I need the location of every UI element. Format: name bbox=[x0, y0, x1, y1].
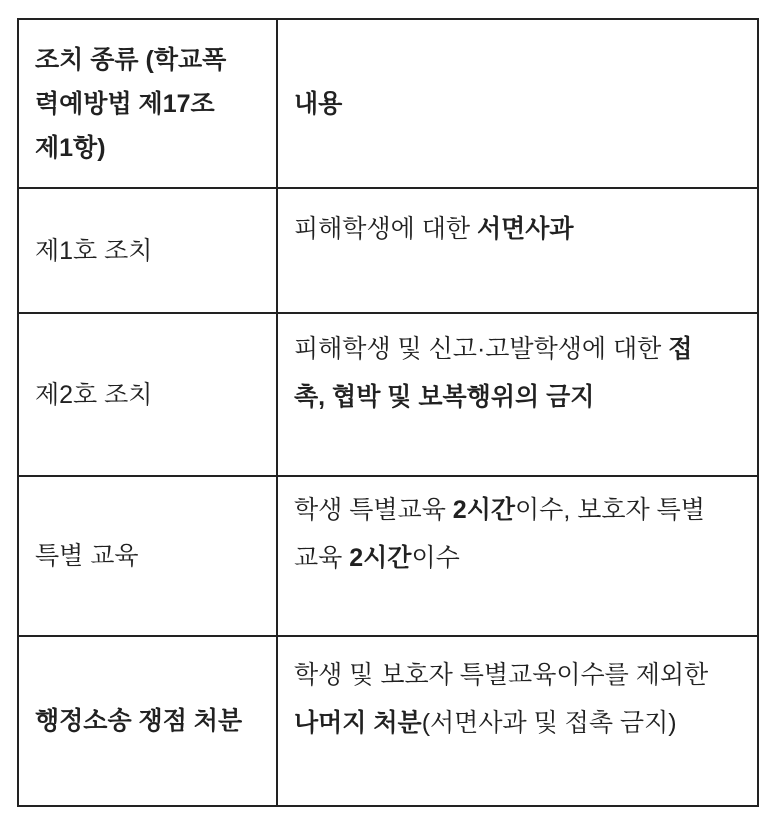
header-measure-type-label: 조치 종류 (학교폭 력예방법 제17조 제1항) bbox=[35, 45, 227, 162]
special-education-content-text: 학생 특별교육 2시간이수, 보호자 특별 교육 2시간이수 bbox=[294, 496, 705, 572]
cell-admin-litigation-content bbox=[277, 636, 758, 806]
measure-1-content-text: 피해학생에 대한 서면사과 bbox=[294, 214, 574, 243]
measures-table-wrap bbox=[17, 18, 759, 807]
cell-special-education-content bbox=[277, 476, 758, 636]
admin-litigation-content-text: 학생 및 보호자 특별교육이수를 제외한 나머지 처분(서면사과 및 접촉 금지) bbox=[294, 661, 709, 737]
measures-table bbox=[17, 18, 759, 807]
cell-measure-1-content bbox=[277, 188, 758, 313]
special-education-type-text: 특별 교육 bbox=[35, 542, 139, 570]
header-cell-content bbox=[277, 19, 758, 188]
table-row-admin-litigation bbox=[18, 636, 758, 806]
cell-measure-2-type bbox=[18, 313, 277, 476]
cell-measure-2-content bbox=[277, 313, 758, 476]
admin-litigation-type-text: 행정소송 쟁점 처분 bbox=[35, 707, 243, 735]
measure-2-type-text: 제2호 조치 bbox=[35, 380, 153, 409]
header-cell-measure-type bbox=[18, 19, 277, 188]
cell-measure-1-type bbox=[18, 188, 277, 313]
table-row-measure-1 bbox=[18, 188, 758, 313]
table-header-row bbox=[18, 19, 758, 188]
table-row-special-education bbox=[18, 476, 758, 636]
measure-1-type-text: 제1호 조치 bbox=[35, 236, 153, 265]
measure-2-content-text: 피해학생 및 신고·고발학생에 대한 접 촉, 협박 및 보복행위의 금지 bbox=[294, 334, 693, 411]
cell-special-education-type bbox=[18, 476, 277, 636]
cell-admin-litigation-type bbox=[18, 636, 277, 806]
header-content-label: 내용 bbox=[294, 89, 343, 118]
table-row-measure-2 bbox=[18, 313, 758, 476]
